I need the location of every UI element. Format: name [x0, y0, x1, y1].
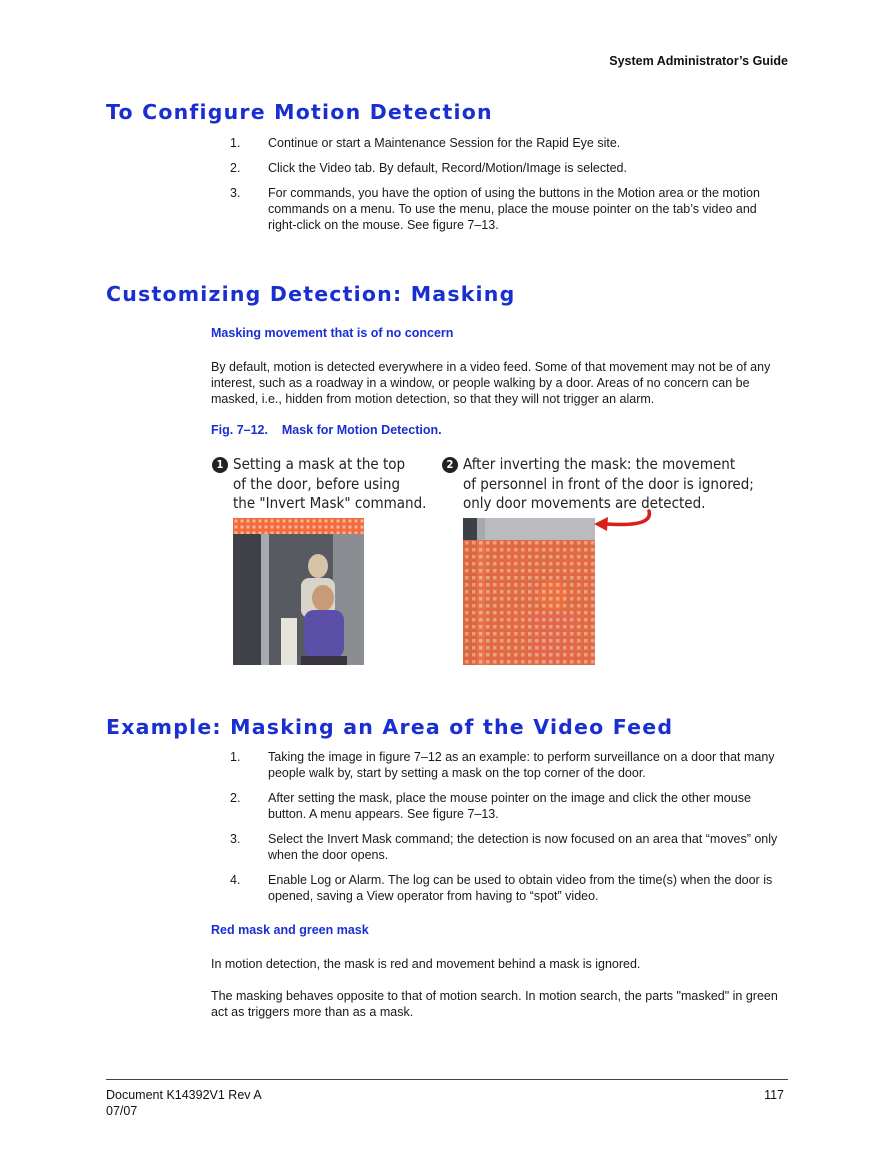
list-item: 3. Select the Invert Mask command; the detection is now focused on an area that “moves” only when the door opens.: [230, 832, 778, 862]
list-item: 3. For commands, you have the option of using the buttons in the Motion area or the motion commands on a menu. To use the menu, place the mouse pointer on the tab’s video and right-click on the mouse. See figure 7–13.: [230, 186, 760, 232]
example-steps: [230, 749, 785, 913]
list-item: 2. Click the Video tab. By default, Record/Motion/Image is selected.: [230, 161, 627, 175]
section-title-example: Example: Masking an Area of the Video Feed: [106, 715, 674, 739]
subheading-masking-movement: Masking movement that is of no concern: [211, 326, 454, 340]
list-item: 4. Enable Log or Alarm. The log can be used to obtain video from the time(s) when the door is opened, saving a View operator from having to “spot” video.: [230, 873, 773, 903]
footer-date: 07/07: [106, 1104, 138, 1118]
footer-divider: [106, 1079, 788, 1080]
bullet-number-2: 2: [442, 457, 458, 473]
footer-document-id: Document K14392V1 Rev A: [106, 1088, 262, 1102]
mask-paragraph-1: In motion detection, the mask is red and movement behind a mask is ignored.: [211, 957, 641, 971]
list-item: 2. After setting the mask, place the mouse pointer on the image and click the other mouse button. A menu appears. See figure 7–13.: [230, 791, 751, 821]
bullet-number-1: 1: [212, 457, 228, 473]
section-title-masking: Customizing Detection: Masking: [106, 282, 516, 306]
figure-caption: Fig. 7–12. Mask for Motion Detection.: [211, 423, 442, 437]
list-item: 1. Taking the image in figure 7–12 as an example: to perform surveillance on a door that many people walk by, start by setting a mask on the top corner of the door.: [230, 750, 775, 780]
mask-overlay-inverted: [463, 540, 595, 665]
masking-paragraph: By default, motion is detected everywhere in a video feed. Some of that movement may not be of any interest, such as a roadway in a window, or people walking by a door. Areas of no concern can be masked, i.e., hidden from motion detection, so that they will not trigger an alarm.: [211, 360, 771, 406]
figure-photo-after-invert: [463, 518, 595, 665]
figure-photo-before-invert: [233, 518, 364, 665]
running-header: System Administrator’s Guide: [609, 54, 788, 68]
figure-left-caption: 1 Setting a mask at the top of the door, before using the "Invert Mask" command.: [212, 455, 426, 514]
configure-steps: [230, 135, 785, 242]
section-title-configure: To Configure Motion Detection: [106, 100, 493, 124]
mask-overlay-top: [233, 518, 364, 534]
mask-paragraph-2: The masking behaves opposite to that of motion search. In motion search, the parts "masked" in green act as triggers more than as a mask.: [211, 989, 778, 1019]
red-arrow-icon: [588, 508, 658, 534]
figure-right-caption: 2 After inverting the mask: the movement of personnel in front of the door is ignored; only door movements are detected.: [442, 455, 754, 514]
page-number: 117: [764, 1088, 784, 1102]
list-item: 1. Continue or start a Maintenance Session for the Rapid Eye site.: [230, 136, 621, 150]
subheading-red-green-mask: Red mask and green mask: [211, 923, 369, 937]
